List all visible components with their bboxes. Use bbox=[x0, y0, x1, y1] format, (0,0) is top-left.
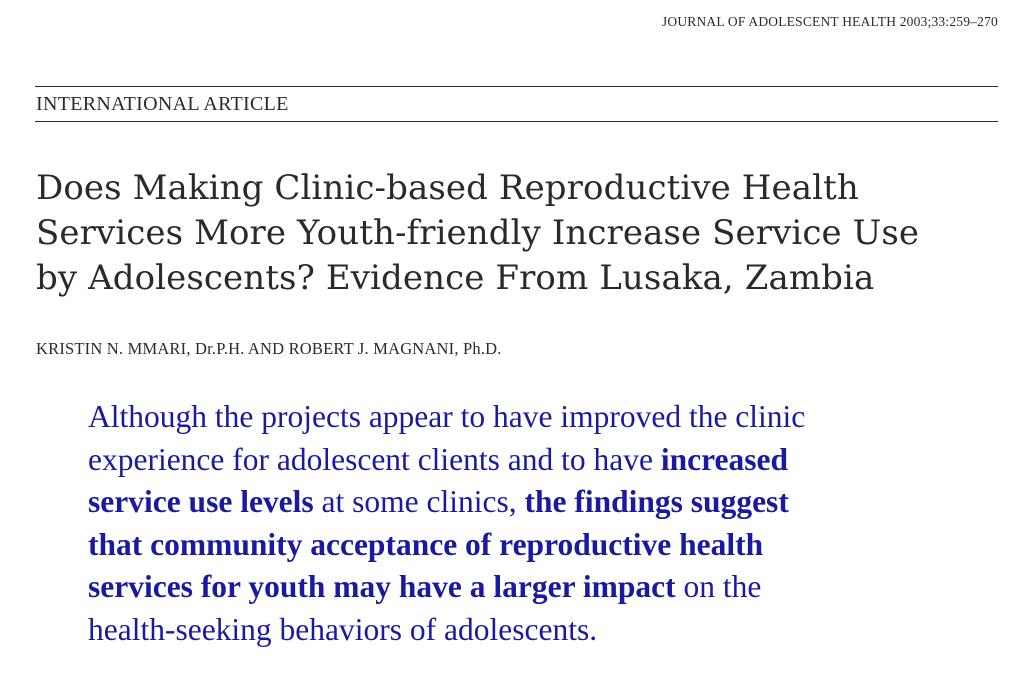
quote-line bbox=[88, 481, 948, 524]
author-list: KRISTIN N. MMARI, Dr.P.H. AND ROBERT J. MAGNANI, Ph.D. bbox=[36, 339, 502, 358]
quote-line bbox=[88, 524, 948, 567]
title-line: Services More Youth-friendly Increase Service Use bbox=[36, 213, 920, 253]
quote-text: experience for adolescent clients and to have bbox=[88, 441, 661, 477]
quote-line bbox=[88, 609, 948, 652]
top-rule bbox=[35, 86, 998, 87]
quote-line bbox=[88, 396, 948, 439]
quote-text: Although the projects appear to have improved the clinic bbox=[88, 399, 806, 434]
section-label: INTERNATIONAL ARTICLE bbox=[36, 93, 289, 115]
title-line: by Adolescents? Evidence From Lusaka, Zambia bbox=[36, 258, 875, 298]
article-title bbox=[36, 166, 996, 301]
quote-emphasis: increased bbox=[660, 441, 789, 477]
quote-emphasis: service use levels bbox=[88, 484, 314, 519]
highlighted-quote bbox=[88, 396, 948, 651]
quote-text: at some clinics, bbox=[313, 484, 525, 519]
journal-citation: JOURNAL OF ADOLESCENT HEALTH 2003;33:259–270 bbox=[661, 14, 998, 29]
quote-emphasis: services for youth may have a larger impact bbox=[88, 569, 676, 604]
quote-line bbox=[88, 439, 948, 482]
bottom-rule bbox=[35, 121, 998, 122]
quote-text: health-seeking behaviors of adolescents. bbox=[88, 611, 598, 647]
quote-emphasis: that community acceptance of reproductive health bbox=[88, 526, 764, 562]
quote-text: on the bbox=[675, 569, 762, 604]
quote-emphasis: the findings suggest bbox=[524, 484, 789, 519]
title-line: Does Making Clinic-based Reproductive Health bbox=[36, 168, 859, 208]
quote-line bbox=[88, 566, 948, 609]
